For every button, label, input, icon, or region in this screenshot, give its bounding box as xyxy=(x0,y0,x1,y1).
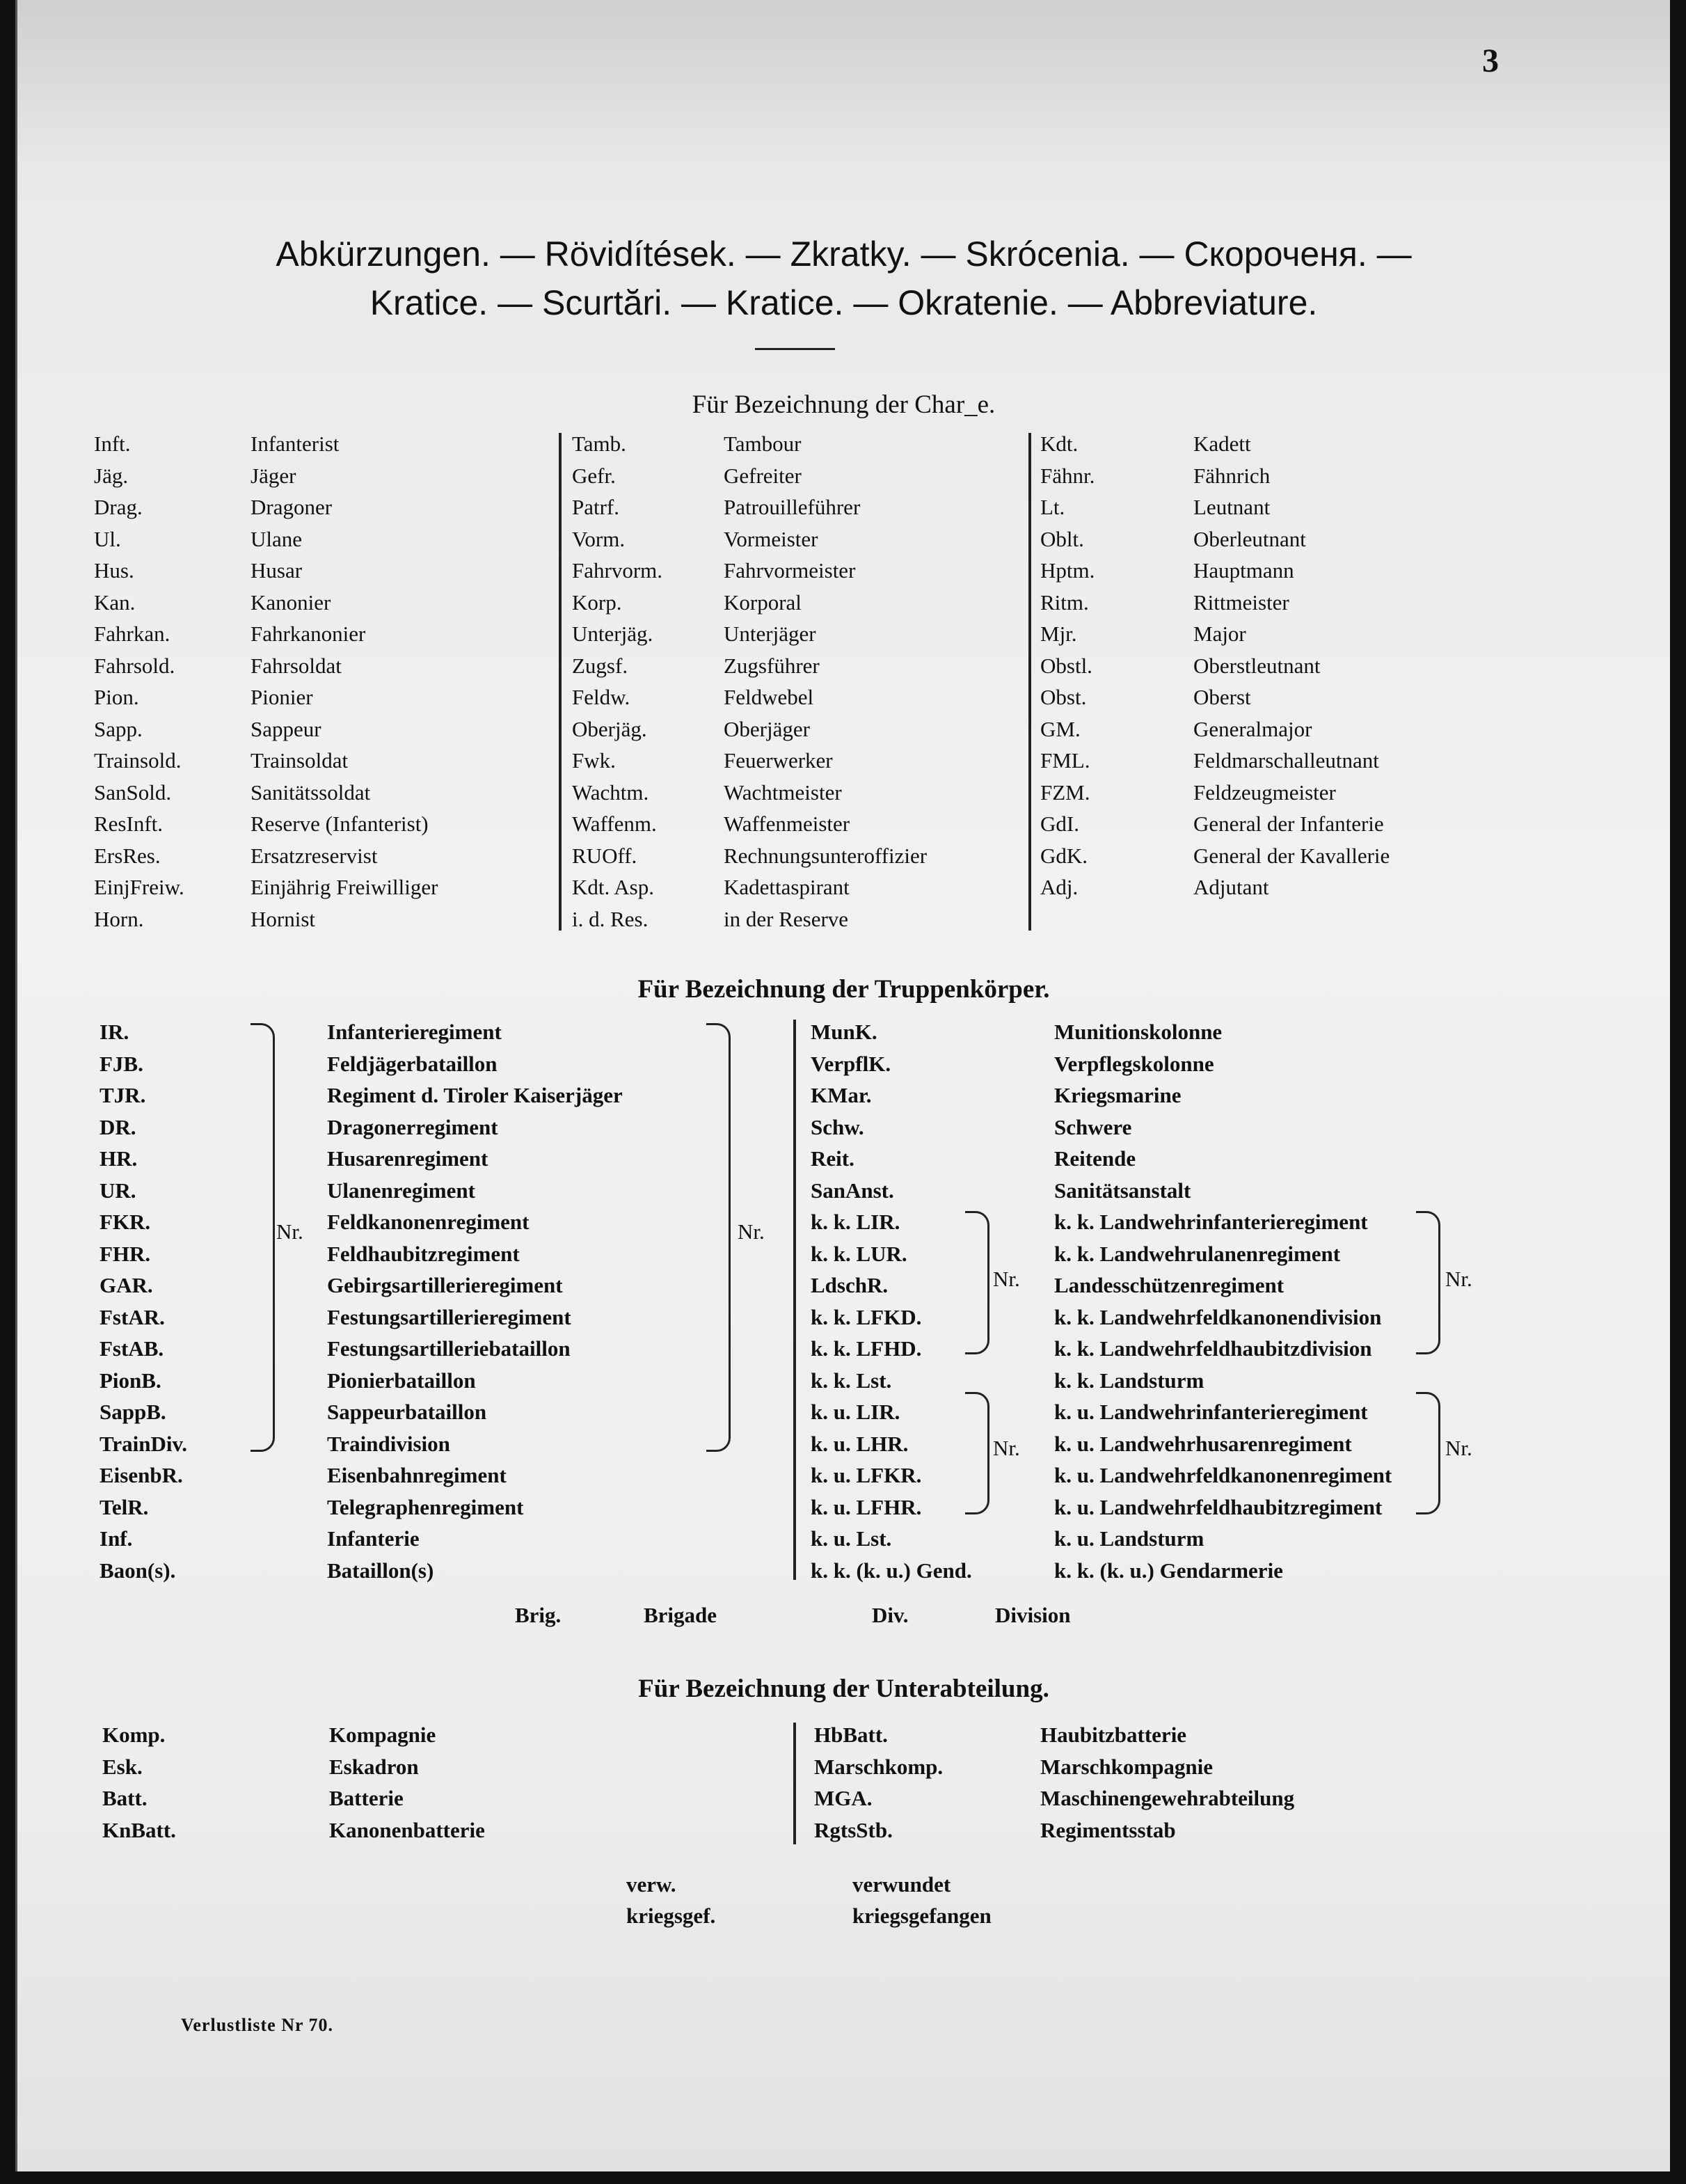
abbreviation: k. k. LFHD. xyxy=(811,1336,922,1361)
full-term: Hornist xyxy=(250,906,315,931)
abbreviation: k. u. LIR. xyxy=(811,1400,900,1424)
full-term: k. u. Landwehrfeldhaubitzregiment xyxy=(1054,1494,1383,1519)
brace-right xyxy=(1416,1211,1440,1354)
full-term: Schwere xyxy=(1054,1114,1132,1139)
full-term: k. k. Landwehrulanenregiment xyxy=(1054,1241,1341,1266)
full-term: Adjutant xyxy=(1193,875,1269,899)
abbreviation: FZM. xyxy=(1040,780,1090,805)
full-term: Kriegsmarine xyxy=(1054,1083,1182,1107)
abbreviation: Fahrkan. xyxy=(94,622,170,646)
charge-col2-abbr-list xyxy=(572,428,662,935)
full-term: Waffenmeister xyxy=(724,812,850,836)
full-term: Ulane xyxy=(250,526,303,551)
full-term: Pionierbataillon xyxy=(327,1368,476,1393)
full-term: Major xyxy=(1193,622,1246,646)
full-term: Maschinengewehrabteilung xyxy=(1040,1786,1295,1810)
nr-label: Nr. xyxy=(993,1267,1020,1291)
charge-col2-full-list xyxy=(724,428,927,935)
verw-full: verwundet xyxy=(852,1872,951,1897)
full-term: Trainsoldat xyxy=(250,748,349,773)
abbreviation: MunK. xyxy=(811,1020,877,1044)
full-term: Dragonerregiment xyxy=(327,1114,498,1139)
abbreviation: Drag. xyxy=(94,495,143,519)
full-term: Bataillon(s) xyxy=(327,1558,434,1583)
full-term: Feldkanonenregiment xyxy=(327,1210,530,1234)
full-term: Feldmarschalleutnant xyxy=(1193,748,1379,773)
full-term: Oberjäger xyxy=(724,716,810,741)
full-term: k. k. (k. u.) Gendarmerie xyxy=(1054,1558,1283,1583)
abbreviation: GAR. xyxy=(100,1273,153,1297)
abbreviation: MGA. xyxy=(814,1786,873,1810)
full-term: Sappeur xyxy=(250,716,321,741)
full-term: Zugsführer xyxy=(724,653,820,678)
abbreviation: FJB. xyxy=(100,1051,143,1076)
brig-abbr: Brig. xyxy=(515,1603,562,1627)
abbreviation: k. u. Lst. xyxy=(811,1526,892,1551)
full-term: Generalmajor xyxy=(1193,716,1312,741)
full-term: Leutnant xyxy=(1193,495,1271,519)
abbreviation: Feldw. xyxy=(572,685,630,709)
section2-heading: Für Bezeichnung der Truppenkörper. xyxy=(637,975,1050,1004)
abbreviation: Inft. xyxy=(94,432,131,456)
nr-label: Nr. xyxy=(738,1219,765,1244)
abbreviation: Jäg. xyxy=(94,463,129,488)
abbreviation: Adj. xyxy=(1040,875,1079,899)
full-term: Infanterie xyxy=(327,1526,420,1551)
full-term: Dragoner xyxy=(250,495,333,519)
full-term: Feldzeugmeister xyxy=(1193,780,1336,805)
abbreviation: Vorm. xyxy=(572,526,626,551)
abbreviation: KMar. xyxy=(811,1083,872,1107)
full-term: Verpflegskolonne xyxy=(1054,1051,1214,1076)
full-term: Husarenregiment xyxy=(327,1146,488,1171)
full-term: Infanterieregiment xyxy=(327,1020,502,1044)
abbreviation: Inf. xyxy=(100,1526,133,1551)
charge-col1-abbr-list xyxy=(94,428,184,935)
abbreviation: PionB. xyxy=(100,1368,161,1393)
full-term: Munitionskolonne xyxy=(1054,1020,1223,1044)
abbreviation: VerpflK. xyxy=(811,1051,891,1076)
troop-left-abbr-list xyxy=(100,1016,187,1586)
abbreviation: FstAB. xyxy=(100,1336,164,1361)
unit-right-abbr-list xyxy=(814,1719,943,1846)
abbreviation: FHR. xyxy=(100,1241,151,1266)
title-divider xyxy=(755,348,835,350)
full-term: Feldwebel xyxy=(724,685,814,709)
nr-label: Nr. xyxy=(993,1436,1020,1460)
unit-left-abbr-list xyxy=(102,1719,176,1846)
abbreviation: Kdt. xyxy=(1040,432,1079,456)
abbreviation: k. k. LFKD. xyxy=(811,1304,922,1329)
full-term: Kompagnie xyxy=(329,1723,436,1747)
full-term: Rechnungsunteroffizier xyxy=(724,843,928,868)
abbreviation: UR. xyxy=(100,1178,136,1203)
full-term: Fähnrich xyxy=(1193,463,1271,488)
full-term: k. u. Landwehrfeldkanonenregiment xyxy=(1054,1463,1392,1487)
abbreviation: GdI. xyxy=(1040,812,1079,836)
abbreviation: Fwk. xyxy=(572,748,616,773)
full-term: Feuerwerker xyxy=(724,748,833,773)
abbreviation: k. k. (k. u.) Gend. xyxy=(811,1558,972,1583)
abbreviation: Trainsold. xyxy=(94,748,182,773)
abbreviation: Oblt. xyxy=(1040,526,1084,551)
abbreviation: Marschkomp. xyxy=(814,1754,944,1779)
nr-label: Nr. xyxy=(1445,1267,1472,1291)
nr-label: Nr. xyxy=(1445,1436,1472,1460)
abbreviation: Fähnr. xyxy=(1040,463,1095,488)
full-term: Feldjägerbataillon xyxy=(327,1051,498,1076)
full-term: Sanitätssoldat xyxy=(250,780,371,805)
full-term: Traindivision xyxy=(327,1431,450,1456)
full-term: Gefreiter xyxy=(724,463,802,488)
full-term: Oberleutnant xyxy=(1193,526,1306,551)
abbreviation: Baon(s). xyxy=(100,1558,176,1583)
full-term: Patrouilleführer xyxy=(724,495,861,519)
column-divider xyxy=(1028,433,1031,931)
full-term: Eisenbahnregiment xyxy=(327,1463,507,1487)
nr-label: Nr. xyxy=(276,1219,303,1244)
abbreviation: Unterjäg. xyxy=(572,622,653,646)
abbreviation: Tamb. xyxy=(572,432,626,456)
abbreviation: i. d. Res. xyxy=(572,906,649,931)
abbreviation: TrainDiv. xyxy=(100,1431,188,1456)
full-term: Kadettaspirant xyxy=(724,875,850,899)
abbreviation: SanAnst. xyxy=(811,1178,894,1203)
abbreviation: Waffenm. xyxy=(572,812,657,836)
title-line-2: Kratice. — Scurtări. — Kratice. — Okratenie. — Abbreviature. xyxy=(369,283,1318,322)
full-term: Kanonenbatterie xyxy=(329,1817,485,1842)
abbreviation: k. u. LFHR. xyxy=(811,1494,922,1519)
full-term: Rittmeister xyxy=(1193,589,1289,615)
full-term: Hauptmann xyxy=(1193,558,1294,583)
full-term: General der Infanterie xyxy=(1193,812,1384,836)
full-term: General der Kavallerie xyxy=(1193,843,1390,868)
full-term: Infanterist xyxy=(250,432,340,456)
div-abbr: Div. xyxy=(872,1603,909,1627)
abbreviation: Obst. xyxy=(1040,685,1087,709)
full-term: Wachtmeister xyxy=(724,780,842,805)
abbreviation: GdK. xyxy=(1040,843,1088,868)
troop-right-full-list xyxy=(1054,1016,1392,1586)
abbreviation: RUOff. xyxy=(572,843,637,868)
brace-right xyxy=(1416,1392,1440,1514)
full-term: Regiment d. Tiroler Kaiserjäger xyxy=(327,1083,623,1107)
kriegsgef-abbr: kriegsgef. xyxy=(626,1904,716,1928)
abbreviation: Kdt. Asp. xyxy=(572,875,654,899)
brace-right xyxy=(965,1211,989,1354)
brace-right xyxy=(250,1023,275,1452)
full-term: k. k. Landwehrfeldhaubitzdivision xyxy=(1054,1336,1372,1361)
full-term: k. k. Landwehrfeldkanonendivision xyxy=(1054,1304,1382,1329)
abbreviation: ResInft. xyxy=(94,812,164,836)
full-term: Gebirgsartillerieregiment xyxy=(327,1273,563,1297)
abbreviation: SanSold. xyxy=(94,780,172,805)
full-term: Oberstleutnant xyxy=(1193,653,1321,678)
abbreviation: Obstl. xyxy=(1040,653,1092,678)
abbreviation: Wachtm. xyxy=(572,780,649,805)
abbreviation: Zugsf. xyxy=(572,653,628,678)
abbreviation: Patrf. xyxy=(572,495,620,519)
verw-abbr: verw. xyxy=(626,1872,676,1897)
full-term: k. u. Landwehrhusarenregiment xyxy=(1054,1431,1352,1456)
abbreviation: EinjFreiw. xyxy=(94,875,184,899)
charge-col3-full-list xyxy=(1193,428,1390,903)
full-term: Ulanenregiment xyxy=(327,1178,475,1203)
abbreviation: Ritm. xyxy=(1040,589,1089,615)
full-term: Jäger xyxy=(250,463,296,488)
full-term: Sappeurbataillon xyxy=(327,1400,487,1424)
full-term: Regimentsstab xyxy=(1040,1817,1176,1842)
troop-right-abbr-list xyxy=(811,1016,972,1586)
abbreviation: FKR. xyxy=(100,1210,151,1234)
abbreviation: Komp. xyxy=(102,1723,166,1747)
abbreviation: Fahrvorm. xyxy=(572,558,663,583)
full-term: Eskadron xyxy=(329,1754,419,1779)
unit-left-full-list xyxy=(329,1719,485,1846)
abbreviation: k. u. LFKR. xyxy=(811,1463,922,1487)
full-term: Sanitätsanstalt xyxy=(1054,1178,1191,1203)
full-term: Fahrkanonier xyxy=(250,622,366,646)
full-term: Fahrsoldat xyxy=(250,653,342,678)
full-term: Vormeister xyxy=(724,526,818,551)
abbreviation: DR. xyxy=(100,1114,136,1139)
abbreviation: SappB. xyxy=(100,1400,166,1424)
full-term: Fahrvormeister xyxy=(724,558,856,583)
abbreviation: Batt. xyxy=(102,1786,148,1810)
abbreviation: Mjr. xyxy=(1040,622,1077,646)
full-term: Reserve (Infanterist) xyxy=(250,812,429,836)
full-term: Einjährig Freiwilliger xyxy=(250,875,438,899)
troop-left-full-list xyxy=(327,1016,623,1586)
abbreviation: Hus. xyxy=(94,558,134,583)
abbreviation: k. u. LHR. xyxy=(811,1431,909,1456)
abbreviation: k. k. LIR. xyxy=(811,1210,900,1234)
full-term: Reitende xyxy=(1054,1146,1136,1171)
full-term: Marschkompagnie xyxy=(1040,1754,1213,1779)
abbreviation: TelR. xyxy=(100,1494,149,1519)
full-term: k. u. Landwehrinfanterieregiment xyxy=(1054,1400,1368,1424)
section3-heading: Für Bezeichnung der Unterabteilung. xyxy=(638,1675,1049,1703)
full-term: k. u. Landsturm xyxy=(1054,1526,1204,1551)
full-term: Pionier xyxy=(250,685,313,709)
abbreviation: Reit. xyxy=(811,1146,854,1171)
abbreviation: Horn. xyxy=(94,906,144,931)
abbreviation: Hptm. xyxy=(1040,558,1095,583)
abbreviation: k. k. Lst. xyxy=(811,1368,892,1393)
full-term: k. k. Landsturm xyxy=(1054,1368,1204,1393)
column-divider xyxy=(559,433,562,931)
abbreviation: Sapp. xyxy=(94,716,143,741)
column-divider xyxy=(793,1723,796,1844)
abbreviation: Oberjäg. xyxy=(572,716,647,741)
title-line-1: Abkürzungen. — Rövidítések. — Zkratky. — Skrócenia. — Скороченя. — xyxy=(276,235,1412,274)
full-term: Ersatzreservist xyxy=(250,843,378,868)
full-term: Husar xyxy=(250,558,303,583)
abbreviation: ErsRes. xyxy=(94,843,161,868)
abbreviation: KnBatt. xyxy=(102,1817,176,1842)
full-term: Haubitzbatterie xyxy=(1040,1723,1187,1747)
abbreviation: Fahrsold. xyxy=(94,653,175,678)
full-term: Kanonier xyxy=(250,589,331,615)
abbreviation: Schw. xyxy=(811,1114,864,1139)
full-term: k. k. Landwehrinfanterieregiment xyxy=(1054,1210,1368,1234)
full-term: in der Reserve xyxy=(724,906,849,931)
abbreviation: LdschR. xyxy=(811,1273,889,1297)
abbreviation: RgtsStb. xyxy=(814,1817,893,1842)
abbreviation: GM. xyxy=(1040,716,1081,741)
page-number: 3 xyxy=(1482,42,1499,79)
brig-full: Brigade xyxy=(644,1603,717,1627)
charge-col1-full-list xyxy=(250,428,438,935)
section1-heading: Für Bezeichnung der Char_e. xyxy=(692,390,996,419)
abbreviation: Esk. xyxy=(102,1754,143,1779)
unit-right-full-list xyxy=(1040,1719,1294,1846)
full-term: Telegraphenregiment xyxy=(327,1494,524,1519)
abbreviation: Ul. xyxy=(94,526,121,551)
abbreviation: Kan. xyxy=(94,589,136,615)
abbreviation: k. k. LUR. xyxy=(811,1241,907,1266)
abbreviation: EisenbR. xyxy=(100,1463,183,1487)
abbreviation: Pion. xyxy=(94,685,139,709)
abbreviation: Korp. xyxy=(572,589,622,615)
div-full: Division xyxy=(995,1603,1071,1627)
brace-right xyxy=(965,1392,989,1514)
abbreviation: HR. xyxy=(100,1146,138,1171)
full-term: Landesschützenregiment xyxy=(1054,1273,1285,1297)
full-term: Unterjäger xyxy=(724,622,816,646)
full-term: Kadett xyxy=(1193,432,1251,456)
full-term: Korporal xyxy=(724,589,802,615)
footer-note: Verlustliste Nr 70. xyxy=(181,2015,334,2035)
kriegsgef-full: kriegsgefangen xyxy=(852,1904,992,1928)
full-term: Tambour xyxy=(724,432,802,456)
abbreviation: Gefr. xyxy=(572,463,616,488)
full-term: Festungsartilleriebataillon xyxy=(327,1336,571,1361)
abbreviation: IR. xyxy=(100,1020,129,1044)
abbreviation: FML. xyxy=(1040,748,1090,773)
charge-col3-abbr-list xyxy=(1040,428,1095,903)
abbreviation: TJR. xyxy=(100,1083,146,1107)
full-term: Batterie xyxy=(329,1786,404,1810)
abbreviation: Lt. xyxy=(1040,495,1065,519)
full-term: Festungsartillerieregiment xyxy=(327,1304,571,1329)
full-term: Oberst xyxy=(1193,685,1251,709)
column-divider xyxy=(793,1020,796,1580)
document-page xyxy=(15,0,1670,2171)
abbreviation: FstAR. xyxy=(100,1304,165,1329)
full-term: Feldhaubitzregiment xyxy=(327,1241,520,1266)
abbreviation: HbBatt. xyxy=(814,1723,888,1747)
brace-right xyxy=(706,1023,731,1452)
